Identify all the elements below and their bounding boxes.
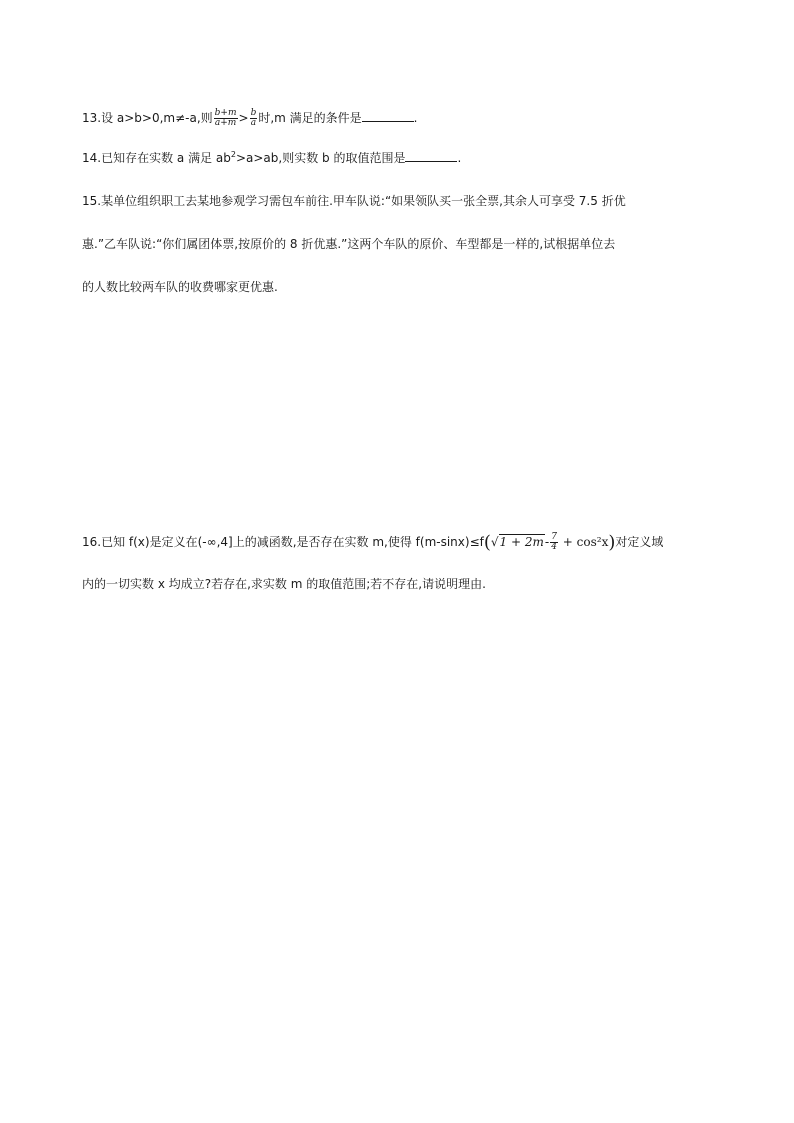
q16-right-paren: ): [608, 532, 616, 553]
q16-minus: -: [544, 535, 550, 549]
question-15-line-1: 15.某单位组织职工去某地参观学习需包车前往.甲车队说:“如果领队买一张全票,其余人可享受 7.5 折优: [82, 194, 626, 208]
q14-superscript: 2: [230, 150, 236, 159]
q13-answer-blank: [362, 110, 414, 122]
q16-radicand: 1 + 2m: [499, 535, 544, 549]
q16-fraction: [550, 533, 558, 552]
question-16-line-2: 内的一切实数 x 均成立?若存在,求实数 m 的取值范围;若不存在,请说明理由.: [82, 577, 486, 591]
q13-frac2-numerator: b: [250, 108, 257, 118]
question-13: [82, 109, 418, 128]
q13-greater-than: >: [238, 111, 249, 125]
q16-frac-denominator: 4: [551, 542, 557, 552]
q16-plus-cos: + cos²x: [558, 535, 609, 549]
q16-suffix: 对定义域: [615, 535, 664, 549]
q13-end: .: [413, 111, 418, 125]
q13-fraction-1: [214, 109, 238, 128]
q14-answer-blank: [405, 150, 457, 162]
question-15-line-3: 的人数比较两车队的收费哪家更优惠.: [82, 280, 278, 294]
q16-left-paren: (: [483, 532, 491, 553]
q13-frac1-numerator: b+m: [214, 108, 237, 118]
q13-frac1-denominator: a+m: [214, 118, 237, 128]
q13-suffix: 时,m 满足的条件是: [258, 111, 362, 125]
q16-sqrt: √1 + 2m: [490, 535, 544, 549]
q13-prefix: 13.设 a>b>0,m≠-a,则: [82, 111, 213, 125]
question-16-line-1: [82, 533, 663, 552]
q16-prefix: 16.已知 f(x)是定义在(-∞,4]上的减函数,是否存在实数 m,使得 f(m-sinx)≤f: [82, 535, 484, 549]
q13-fraction-2: [250, 109, 258, 128]
q16-frac-numerator: 7: [551, 532, 557, 542]
q13-frac2-denominator: a: [250, 118, 257, 128]
question-14: [82, 150, 461, 166]
q14-prefix: 14.已知存在实数 a 满足 ab: [82, 151, 231, 165]
question-15-line-2: 惠.”乙车队说:“你们属团体票,按原价的 8 折优惠.”这两个车队的原价、车型都是一样的,试根据单位去: [82, 237, 616, 251]
q14-end: .: [457, 151, 462, 165]
q14-middle: >a>ab,则实数 b 的取值范围是: [235, 151, 406, 165]
